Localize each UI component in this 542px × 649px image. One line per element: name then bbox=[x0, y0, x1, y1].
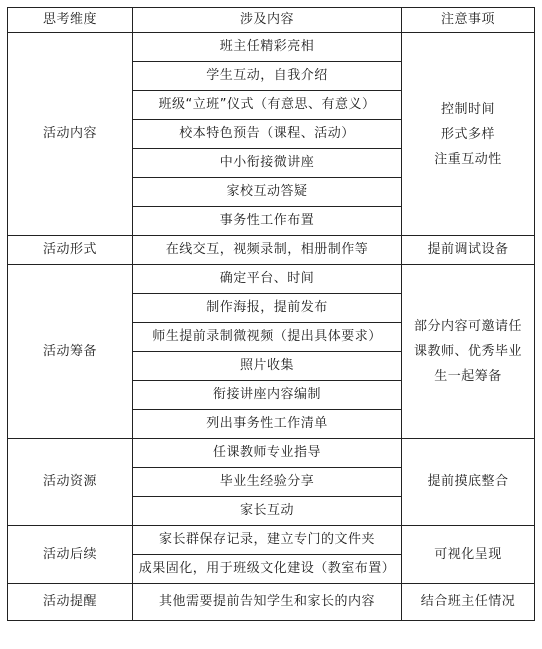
notes-cell: 提前调试设备 bbox=[402, 236, 535, 265]
planning-table bbox=[7, 7, 535, 621]
content-cell: 学生互动，自我介绍 bbox=[133, 62, 402, 91]
note-line: 形式多样 bbox=[440, 126, 495, 142]
content-cell: 毕业生经验分享 bbox=[133, 468, 402, 497]
content-cell: 家长互动 bbox=[133, 497, 402, 526]
content-cell: 校本特色预告（课程、活动） bbox=[133, 120, 402, 149]
dimension-cell: 活动后续 bbox=[8, 526, 133, 584]
table-row bbox=[8, 584, 535, 621]
content-cell: 师生提前录制微视频（提出具体要求） bbox=[133, 323, 402, 352]
notes-cell bbox=[402, 33, 535, 236]
content-cell: 班级“立班”仪式（有意思、有意义） bbox=[133, 91, 402, 120]
content-cell: 衔接讲座内容编制 bbox=[133, 381, 402, 410]
content-cell: 成果固化，用于班级文化建设（教室布置） bbox=[133, 555, 402, 584]
header-row bbox=[8, 8, 535, 33]
content-cell: 确定平台、时间 bbox=[133, 265, 402, 294]
content-cell: 照片收集 bbox=[133, 352, 402, 381]
table-row bbox=[8, 33, 535, 62]
content-cell: 在线交互，视频录制，相册制作等 bbox=[133, 236, 402, 265]
notes-cell: 部分内容可邀请任课教师、优秀毕业生一起筹备 bbox=[402, 265, 535, 439]
dimension-cell: 活动提醒 bbox=[8, 584, 133, 621]
content-cell: 任课教师专业指导 bbox=[133, 439, 402, 468]
header-notes: 注意事项 bbox=[402, 8, 535, 33]
header-dimension: 思考维度 bbox=[8, 8, 133, 33]
notes-cell: 可视化呈现 bbox=[402, 526, 535, 584]
notes-cell: 结合班主任情况 bbox=[402, 584, 535, 621]
content-cell: 家长群保存记录，建立专门的文件夹 bbox=[133, 526, 402, 555]
note-line: 注重互动性 bbox=[434, 151, 502, 167]
dimension-cell: 活动筹备 bbox=[8, 265, 133, 439]
header-content: 涉及内容 bbox=[133, 8, 402, 33]
table-row bbox=[8, 236, 535, 265]
dimension-cell: 活动资源 bbox=[8, 439, 133, 526]
content-cell: 列出事务性工作清单 bbox=[133, 410, 402, 439]
notes-cell: 提前摸底整合 bbox=[402, 439, 535, 526]
table-header bbox=[8, 8, 535, 33]
content-cell: 其他需要提前告知学生和家长的内容 bbox=[133, 584, 402, 621]
table-row bbox=[8, 526, 535, 555]
note-line: 控制时间 bbox=[440, 101, 495, 117]
dimension-cell: 活动内容 bbox=[8, 33, 133, 236]
content-cell: 事务性工作布置 bbox=[133, 207, 402, 236]
content-cell: 家校互动答疑 bbox=[133, 178, 402, 207]
table-body bbox=[8, 33, 535, 621]
content-cell: 中小衔接微讲座 bbox=[133, 149, 402, 178]
content-cell: 班主任精彩亮相 bbox=[133, 33, 402, 62]
table-row bbox=[8, 439, 535, 468]
table-row bbox=[8, 265, 535, 294]
dimension-cell: 活动形式 bbox=[8, 236, 133, 265]
content-cell: 制作海报，提前发布 bbox=[133, 294, 402, 323]
